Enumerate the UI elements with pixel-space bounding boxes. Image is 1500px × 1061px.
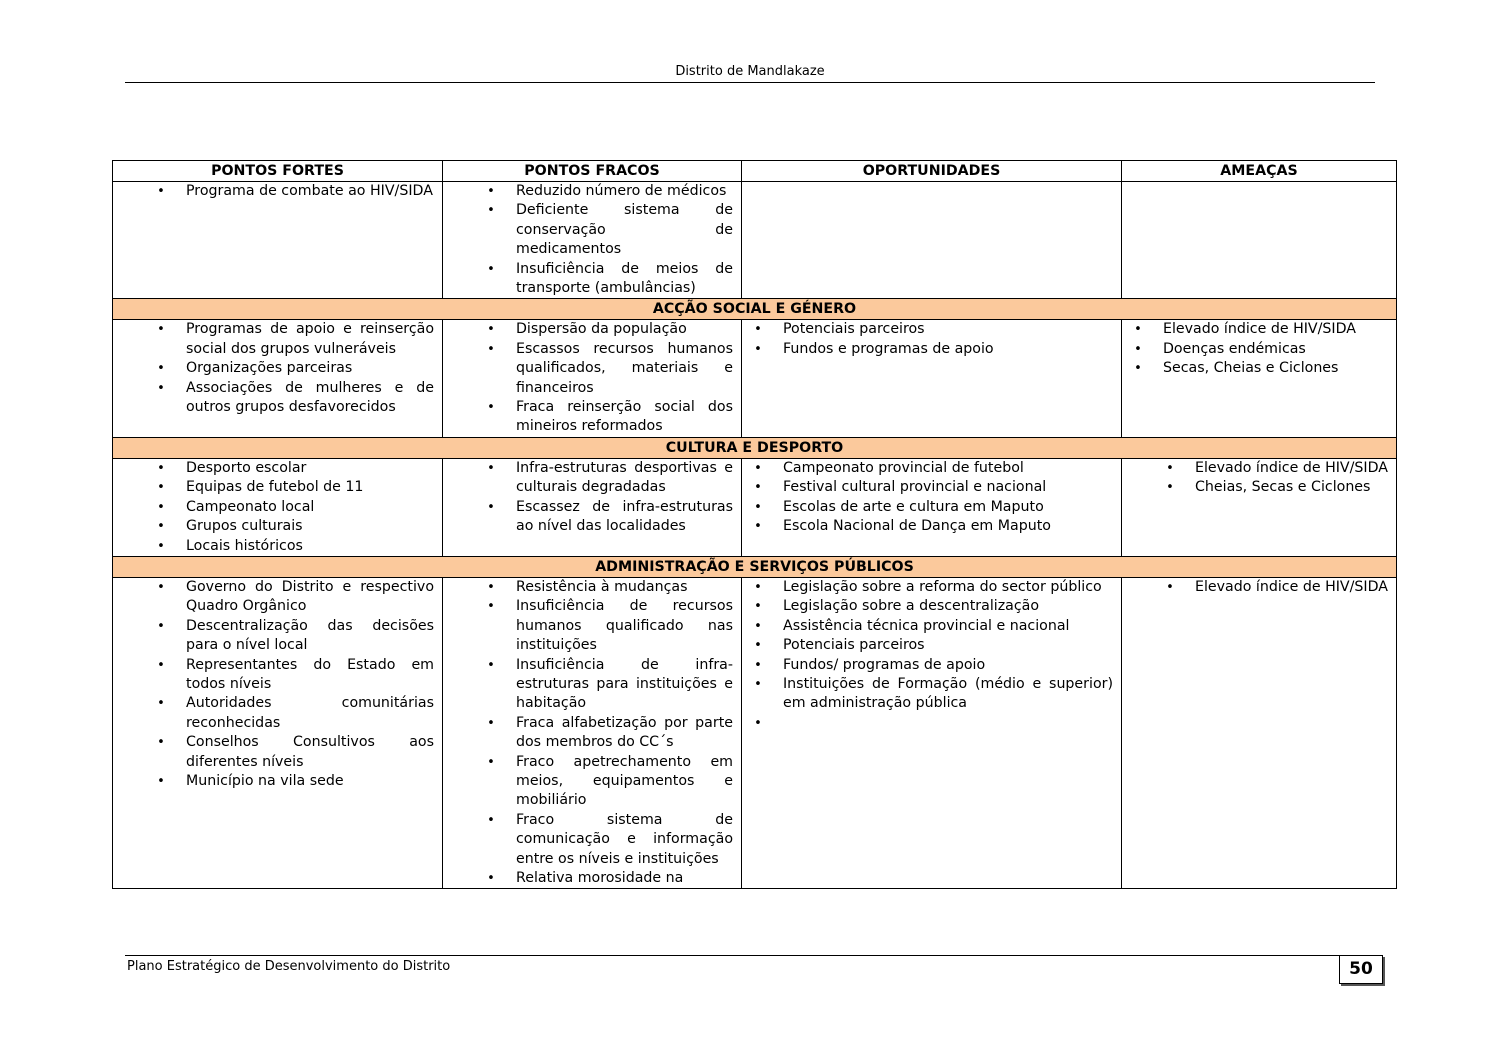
list-item [487,320,733,339]
page-number: 50 [1339,955,1383,984]
bullet-icon: • [157,773,165,789]
list-item [487,201,733,259]
bullet-icon: • [487,579,495,595]
list-item-text: Deficiente sistema de conservação de medicamentos [516,202,733,258]
list-item [157,182,434,201]
list-item [487,597,733,655]
bullet-list [157,578,434,791]
list-item [157,733,434,772]
bullet-icon: • [157,618,165,634]
list-item-text: Representantes do Estado em todos níveis [186,656,434,692]
table-row [113,320,1397,437]
list-item-text: Escola Nacional de Dança em Maputo [783,518,1051,535]
list-item-text: Autoridades comunitárias reconhecidas [186,695,434,731]
list-item-text: Organizações parceiras [186,360,353,377]
bullet-icon: • [157,735,165,751]
list-item [754,578,1113,597]
page-header-title: Distrito de Mandlakaze [675,64,825,79]
bullet-icon: • [754,715,762,731]
bullet-list [487,459,733,537]
list-item-text: Associações de mulheres e de outros grupos desfavorecidos [186,379,434,416]
list-item [754,714,1113,733]
list-item [157,694,434,733]
cell-opportunities [742,458,1122,556]
list-item [1134,340,1388,359]
list-item [487,260,733,299]
table-row [113,182,1397,299]
list-item [1134,320,1388,339]
list-item [157,578,434,617]
bullet-icon: • [157,579,165,595]
list-item [487,811,733,869]
list-item-text: Desporto escolar [186,459,307,476]
list-item-text: Potenciais parceiros [783,637,925,654]
section-title: ADMINISTRAÇÃO E SERVIÇOS PÚBLICOS [113,556,1397,577]
bullet-icon: • [754,519,762,535]
list-item [754,517,1113,536]
bullet-icon: • [754,322,762,338]
list-item-text: Fraca reinserção social dos mineiros reformados [516,399,733,435]
bullet-list [754,320,1113,359]
list-item [1166,459,1388,478]
list-item-text: Município na vila sede [186,772,344,789]
list-item-text: Campeonato local [186,498,315,515]
bullet-icon: • [1134,322,1142,338]
bullet-icon: • [157,499,165,515]
bullet-icon: • [487,261,495,277]
bullet-icon: • [157,696,165,712]
list-item-text: Escassez de infra-estruturas ao nível das localidades [516,498,733,535]
bullet-icon: • [754,676,762,692]
column-header-weaknesses: PONTOS FRACOS [443,161,742,182]
list-item-text: Elevado índice de HIV/SIDA [1195,578,1388,595]
bullet-list [1166,578,1388,597]
list-item [754,498,1113,517]
cell-threats [1122,577,1397,889]
list-item-text: Insuficiência de recursos humanos qualificado nas instituições [516,598,733,654]
swot-table [112,160,1397,889]
bullet-icon: • [754,480,762,496]
bullet-list [157,182,434,201]
list-item [487,578,733,597]
bullet-icon: • [487,341,495,357]
column-header-threats: AMEAÇAS [1122,161,1397,182]
bullet-icon: • [754,618,762,634]
cell-weaknesses [443,577,742,889]
list-item [754,617,1113,636]
cell-threats [1122,458,1397,556]
list-item-text: Insuficiência de infra-estruturas para instituições e habitação [516,656,733,712]
bullet-icon: • [487,754,495,770]
list-item-text: Conselhos Consultivos aos diferentes níveis [186,734,434,770]
list-item [1166,478,1388,497]
list-item [157,320,434,359]
section-row [113,556,1397,577]
list-item-text: Grupos culturais [186,518,303,535]
list-item-text: Programa de combate ao HIV/SIDA [186,183,433,199]
list-item [1134,359,1388,378]
list-item-text: Governo do Distrito e respectivo Quadro Orgânico [186,578,434,615]
list-item [754,597,1113,616]
list-item [487,182,733,201]
list-item-text: Cheias, Secas e Ciclones [1195,479,1371,496]
list-item [487,398,733,437]
cell-strengths [113,182,443,299]
list-item-text: Fraco apetrechamento em meios, equipamentos e mobiliário [516,753,733,809]
bullet-icon: • [487,599,495,615]
bullet-icon: • [754,638,762,654]
list-item [157,478,434,497]
bullet-icon: • [487,322,495,338]
bullet-list [487,320,733,436]
list-item [487,869,733,888]
bullet-icon: • [487,203,495,219]
bullet-list [157,320,434,417]
list-item-text: Legislação sobre a reforma do sector público [783,578,1102,595]
list-item [754,340,1113,359]
table-row [113,458,1397,556]
bullet-icon: • [754,657,762,673]
bullet-icon: • [487,871,495,886]
list-item-text: Descentralização das decisões para o nível local [186,617,434,654]
list-item-text: Locais históricos [186,537,303,554]
bullet-list [487,182,733,298]
cell-weaknesses [443,182,742,299]
bullet-icon: • [157,480,165,496]
cell-opportunities [742,182,1122,299]
bullet-icon: • [487,460,495,476]
list-item-text: Doenças endémicas [1163,340,1306,357]
cell-threats [1122,182,1397,299]
bullet-icon: • [157,380,165,396]
bullet-list [1134,320,1388,378]
list-item-text: Insuficiência de meios de transporte (ambulâncias) [516,260,733,297]
bullet-icon: • [157,322,165,338]
cell-weaknesses [443,320,742,437]
column-header-opportunities: OPORTUNIDADES [742,161,1122,182]
bullet-list [157,459,434,556]
bullet-icon: • [487,184,495,199]
list-item [157,517,434,536]
bullet-icon: • [487,657,495,673]
list-item-text: Equipas de futebol de 11 [186,479,364,496]
section-row [113,437,1397,458]
list-item-text: Fundos/ programas de apoio [783,656,986,673]
bullet-list [487,578,733,889]
bullet-icon: • [1166,460,1174,476]
list-item [754,459,1113,478]
bullet-icon: • [157,657,165,673]
bullet-icon: • [1134,341,1142,357]
cell-weaknesses [443,458,742,556]
list-item-text: Secas, Cheias e Ciclones [1163,360,1339,377]
list-item [157,379,434,418]
list-item [157,617,434,656]
header-rule [125,82,1375,83]
list-item [754,675,1113,714]
bullet-icon: • [157,460,165,476]
bullet-icon: • [754,499,762,515]
bullet-icon: • [1134,361,1142,377]
list-item [157,537,434,556]
bullet-icon: • [157,519,165,535]
bullet-list [754,578,1113,733]
list-item [754,636,1113,655]
table-row [113,577,1397,889]
bullet-icon: • [754,599,762,615]
cell-strengths [113,577,443,889]
list-item [487,498,733,537]
bullet-icon: • [1166,480,1174,496]
section-title: CULTURA E DESPORTO [113,437,1397,458]
list-item-text: Elevado índice de HIV/SIDA [1163,321,1356,338]
list-item [487,714,733,753]
list-item-text: Potenciais parceiros [783,321,925,338]
bullet-icon: • [754,579,762,595]
bullet-icon: • [754,341,762,357]
list-item-text: Resistência à mudanças [516,578,688,595]
footer-document-title: Plano Estratégico de Desenvolvimento do Distrito [127,959,451,974]
list-item-text: Fraca alfabetização por parte dos membros do CC´s [516,714,733,751]
bullet-icon: • [157,538,165,554]
list-item-text: Relativa morosidade na [516,870,684,886]
column-header-strengths: PONTOS FORTES [113,161,443,182]
section-title: ACÇÃO SOCIAL E GÉNERO [113,299,1397,320]
cell-opportunities [742,577,1122,889]
list-item-text: Instituições de Formação (médio e superior) em administração pública [783,675,1113,712]
list-item [1166,578,1388,597]
bullet-icon: • [157,184,165,199]
cell-threats [1122,320,1397,437]
bullet-list [1166,459,1388,498]
bullet-icon: • [487,499,495,515]
list-item [157,459,434,478]
list-item-text: Campeonato provincial de futebol [783,459,1024,476]
list-item-text: Escolas de arte e cultura em Maputo [783,498,1044,515]
list-item [754,478,1113,497]
bullet-icon: • [487,812,495,828]
list-item [487,656,733,714]
list-item-text: Legislação sobre a descentralização [783,598,1040,615]
bullet-icon: • [487,715,495,731]
cell-opportunities [742,320,1122,437]
list-item-text: Elevado índice de HIV/SIDA [1195,459,1388,476]
list-item [487,340,733,398]
cell-strengths [113,458,443,556]
list-item-text: Fundos e programas de apoio [783,340,994,357]
list-item-text: Programas de apoio e reinserção social dos grupos vulneráveis [186,321,434,357]
list-item [487,459,733,498]
list-item [754,656,1113,675]
list-item-text: Assistência técnica provincial e nacional [783,617,1070,634]
list-item [157,772,434,791]
list-item [157,656,434,695]
list-item-text: Festival cultural provincial e nacional [783,479,1047,496]
section-row [113,299,1397,320]
cell-strengths [113,320,443,437]
list-item-text: Reduzido número de médicos [516,183,727,199]
bullet-list [754,459,1113,537]
footer-rule [125,955,1351,956]
list-item [754,320,1113,339]
list-item-text: Escassos recursos humanos qualificados, materiais e financeiros [516,340,733,396]
swot-body [113,182,1397,889]
list-item-text: Infra-estruturas desportivas e culturais degradadas [516,459,733,496]
bullet-icon: • [157,361,165,377]
list-item-text: Dispersão da população [516,321,687,338]
list-item [157,359,434,378]
bullet-icon: • [1166,579,1174,595]
bullet-icon: • [754,460,762,476]
list-item [487,753,733,811]
list-item-text: Fraco sistema de comunicação e informação entre os níveis e instituições [516,811,733,867]
list-item [157,498,434,517]
swot-header-row [113,161,1397,182]
bullet-icon: • [487,400,495,416]
